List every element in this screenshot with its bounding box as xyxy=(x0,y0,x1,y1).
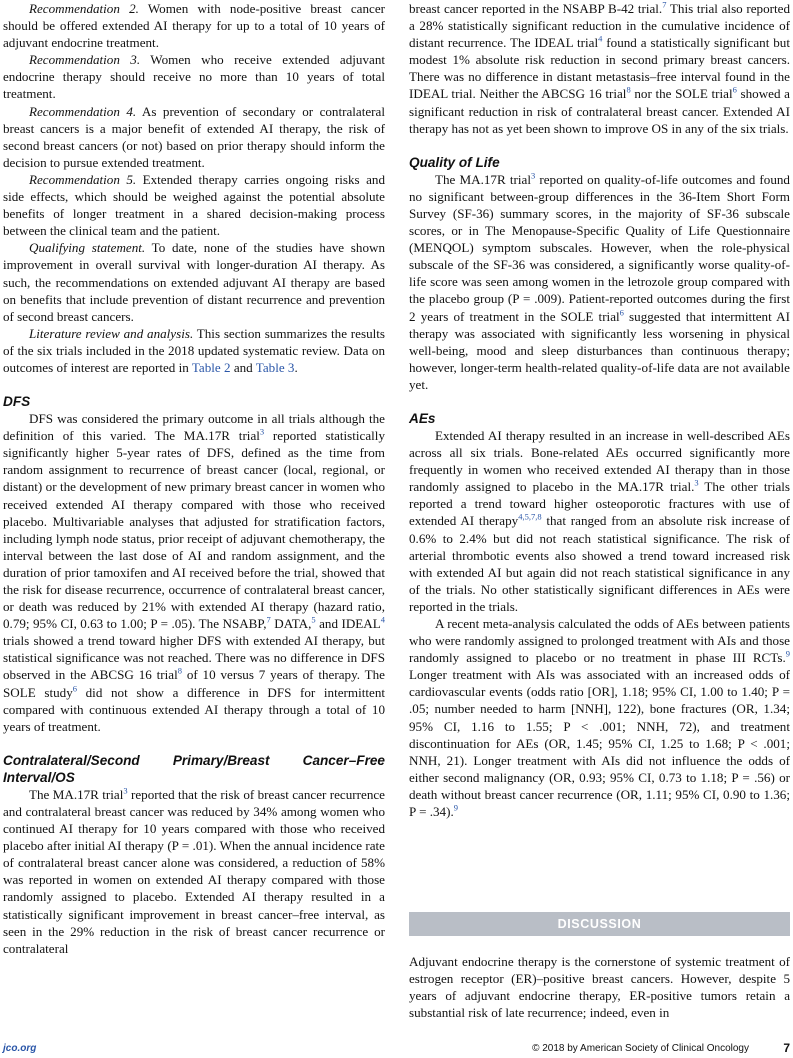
cont-text-2: This trial also reported a 28% statistically significant reduction in the cumulative incidence of distant recurrence. The IDEAL trial xyxy=(409,1,791,51)
citation-ref[interactable]: 7 xyxy=(266,614,271,625)
citation-ref[interactable]: 8 xyxy=(626,85,631,96)
qualifying-statement xyxy=(3,239,385,324)
contralateral-continued xyxy=(409,0,790,137)
citation-ref[interactable]: 3 xyxy=(530,170,536,181)
citation-ref[interactable]: 3 xyxy=(259,426,265,437)
qualifying-statement-label: Qualifying statement. xyxy=(29,240,146,256)
recommendation-5-text: Extended therapy carries ongoing risks and side effects, which should be weighed against the potential absolute benefits of longer treatment in a shared decision-making process between the clinical team and the patient. xyxy=(3,171,385,239)
aes-heading: AEs xyxy=(409,410,436,426)
dfs-text-2: reported statistically significantly higher 5-year rates of DFS, defined as the time from random assignment to recurrence of breast cancer (local, regional, or distant) or the development of new primary breast cancer in women who received extended AI therapy compared with those who received placebo. Multivariable analyses that adjusted for stratification factors, including lymph node status, prior receipt of adjuvant chemotherapy, the interval between the last dose of AI and random assignment, and the duration of prior tamoxifen and AI received before the trial, showed that the risk for disease recurrence, occurrence of contralateral breast cancer, or death was reduced by 21% with extended AI therapy (hazard ratio, 0.79; 95% CI, 0.63 to 1.00; P = .05). The NSABP, xyxy=(3,428,385,632)
quality-of-life-heading: Quality of Life xyxy=(409,154,500,170)
quality-of-life-paragraph xyxy=(409,171,790,393)
citation-ref[interactable]: 9 xyxy=(785,648,790,659)
citation-ref[interactable]: 7 xyxy=(662,0,667,10)
meta-text-1: A recent meta-analysis calculated the odds of AEs between patients who were randomly assigned to prolonged treatment with AIs and those randomly assigned to placebo or no treatment in phase III RCTs. xyxy=(409,616,790,666)
citation-ref[interactable]: 3 xyxy=(694,477,699,488)
meta-analysis-paragraph xyxy=(409,615,790,820)
literature-review xyxy=(3,325,385,376)
literature-review-end: . xyxy=(294,359,298,375)
recommendation-2 xyxy=(3,0,385,51)
dfs-paragraph xyxy=(3,410,385,735)
discussion-column xyxy=(409,953,790,1021)
recommendation-5-label: Recommendation 5. xyxy=(29,171,137,187)
page-number: 7 xyxy=(783,1041,790,1055)
citation-ref[interactable]: 4 xyxy=(598,33,603,44)
dfs-text-6: of 10 versus 7 years of therapy. The SOLE study xyxy=(3,667,385,700)
aes-text-2: The other trials reported a trend toward higher osteoporotic fractures with use of extended AI therapy xyxy=(409,479,791,529)
copyright-text: © 2018 by American Society of Clinical Oncology xyxy=(532,1043,749,1054)
citation-ref[interactable]: 4,5,7,8 xyxy=(518,512,542,523)
recommendation-4-text: As prevention of secondary or contralateral breast cancers is a major benefit of extended AI therapy, the risk of second breast cancers (or not) based on prior therapy should inform the decision to pursue extended treatment. xyxy=(3,103,385,170)
recommendation-4-label: Recommendation 4. xyxy=(29,103,137,119)
qol-text-2: reported on quality-of-life outcomes and found no significant between-group differences in the 36-Item Short Form Survey (SF-36) summary scores, in the majority of SF-36 subscale scores, or in The Menopause-Specific Quality of Life Questionnaire (MENQOL) symptom subscales. However, when the role-physical subscale of the SF-36 was considered, a significantly worse quality-of-life score was seen among women in the letrozole group compared with the placebo group (P = .009). Patient-reported outcomes during the first 2 years of treatment in the SOLE trial xyxy=(409,171,790,324)
recommendation-2-label: Recommendation 2. xyxy=(29,1,139,16)
cont-text-1: breast cancer reported in the NSABP B-42 trial. xyxy=(409,1,663,16)
contralateral-paragraph xyxy=(3,786,385,957)
recommendation-5 xyxy=(3,171,385,239)
dfs-text-3: DATA, xyxy=(270,616,312,632)
cont-text-4: nor the SOLE trial xyxy=(630,86,733,102)
aes-text-1: Extended AI therapy resulted in an increase in well-described AEs across all six trials. Bone-related AEs occurred significantly more frequently in women who received extended AI therapy than in those randomly assigned to placebo in the MA.17R trial. xyxy=(409,427,790,495)
citation-ref[interactable]: 6 xyxy=(732,85,737,96)
cont-text-5: showed a significant reduction in risk of contralateral breast cancer. Extended AI therapy has not as yet been shown to improve OS in any of the six trials. xyxy=(409,86,790,136)
left-column xyxy=(3,0,385,957)
table-3-link[interactable]: Table 3 xyxy=(255,359,295,375)
qualifying-statement-text: To date, none of the studies have shown improvement in overall survival with longer-duration AI therapy. As such, the recommendations on extended adjuvant AI therapy are based on benefits that include prevention of distant recurrence and prevention of second breast cancers. xyxy=(3,240,385,324)
citation-ref[interactable]: 3 xyxy=(123,785,128,796)
table-2-link[interactable]: Table 2 xyxy=(191,359,231,375)
citation-ref[interactable]: 6 xyxy=(619,307,624,318)
qol-text-1: The MA.17R trial xyxy=(435,171,531,187)
qol-text-3: suggested that intermittent AI therapy was associated with significantly less worsening in physical well-being, mood and sleep disturbances than continuous therapy; however, longer-term health-related quality-of-life data are not available yet. xyxy=(409,308,790,392)
citation-ref[interactable]: 8 xyxy=(177,666,182,677)
contralateral-text-2: reported that the risk of breast cancer recurrence and contralateral breast cancer was reduced by 34% among women who continued AI therapy for 10 years compared with those who received placebo after initial AI therapy (P = .01). When the annual incidence rate of contralateral breast cancer alone was considered, a reduction of 58% was reported in women on extended AI therapy compared with those randomly assigned to placebo. Extended AI therapy resulted in a statistically significant improvement in breast cancer–free interval, as seen in the 29% reduction in the risk of breast cancer recurrence or contralateral xyxy=(3,786,385,956)
page-footer xyxy=(0,1041,793,1058)
literature-review-label: Literature review and analysis. xyxy=(29,325,194,341)
recommendation-3-text: Women who receive extended adjuvant endocrine therapy should receive no more than 10 years of total treatment. xyxy=(3,52,386,102)
literature-review-text: This section summarizes the results of the six trials included in the 2018 updated systematic review. Data on outcomes of interest are reported in xyxy=(3,325,385,375)
aes-paragraph xyxy=(409,427,790,615)
dfs-text-5: trials showed a trend toward higher DFS with extended AI therapy, but statistical significance was not reached. There was no difference in DFS observed in the ABCSG 16 trial xyxy=(3,633,385,683)
cont-text-3: found a statistically significant but modest 1% absolute risk reduction in second primary breast cancers. There was no difference in distant metastasis–free interval found in the IDEAL trial. Neither the ABCSG 16 trial xyxy=(409,35,790,102)
dfs-text-1: DFS was considered the primary outcome in all trials although the definition of this varied. The MA.17R trial xyxy=(3,411,385,444)
citation-ref[interactable]: 9 xyxy=(453,802,458,813)
meta-text-2: Longer treatment with AIs was associated with an increased odds of cardiovascular events (odds ratio [OR], 1.18; 95% CI, 1.00 to 1.40; P = .05; number needed to harm [NNH], 122), bone fractures (OR, 1.34; 95% CI, 1.16 to 1.55; P < .001; NNH, 72), and treatment discontinuation for AEs (OR, 1.45; 95% CI, 1.25 to 1.68; P < .001; NNH, 21). Longer treatment with AIs did not influence the odds of either second malignancy (OR, 0.93; 95% CI, 0.73 to 1.18; P = .56) or death without breast cancer recurrence (OR, 1.11; 95% CI, 0.90 to 1.36; P = .34). xyxy=(409,667,790,820)
discussion-paragraph: Adjuvant endocrine therapy is the cornerstone of systemic treatment of estrogen receptor (ER)–positive breast cancers. However, despite 5 years of adjuvant endocrine therapy, ER-positive tumors retain a substantial risk of late recurrence; indeed, even in xyxy=(409,954,790,1021)
dfs-heading: DFS xyxy=(3,394,31,410)
literature-review-and: and xyxy=(230,359,256,375)
dfs-text-7: did not show a difference in DFS for intermittent compared with continuous extended AI therapy through a total of 10 years of treatment. xyxy=(3,684,385,734)
aes-text-3: that ranged from an absolute risk increase of 0.6% to 2.4% but did not reach statistical significance. The risk of arterial thrombotic events also showed a trend toward increased risk with extended AI but again did not reach statistical significance in any of the trials. No other statistically significant differences in AEs were reported in the trials. xyxy=(409,513,791,614)
citation-ref[interactable]: 4 xyxy=(380,614,385,625)
contralateral-text-1: The MA.17R trial xyxy=(29,786,124,802)
contralateral-heading: Contralateral/Second Primary/Breast Cancer–Free Interval/OS xyxy=(3,752,385,785)
citation-ref[interactable]: 5 xyxy=(311,614,316,625)
journal-link[interactable]: jco.org xyxy=(3,1043,37,1054)
recommendation-3 xyxy=(3,51,385,102)
recommendation-4 xyxy=(3,103,385,171)
citation-ref[interactable]: 6 xyxy=(72,683,77,694)
discussion-heading: DISCUSSION xyxy=(409,912,790,936)
recommendation-3-label: Recommendation 3. xyxy=(29,52,141,68)
dfs-text-4: and IDEAL xyxy=(315,616,381,632)
right-column xyxy=(409,0,790,820)
recommendation-2-text: Women with node-positive breast cancer should be offered extended AI therapy for up to a total of 10 years of adjuvant endocrine treatment. xyxy=(3,1,385,51)
